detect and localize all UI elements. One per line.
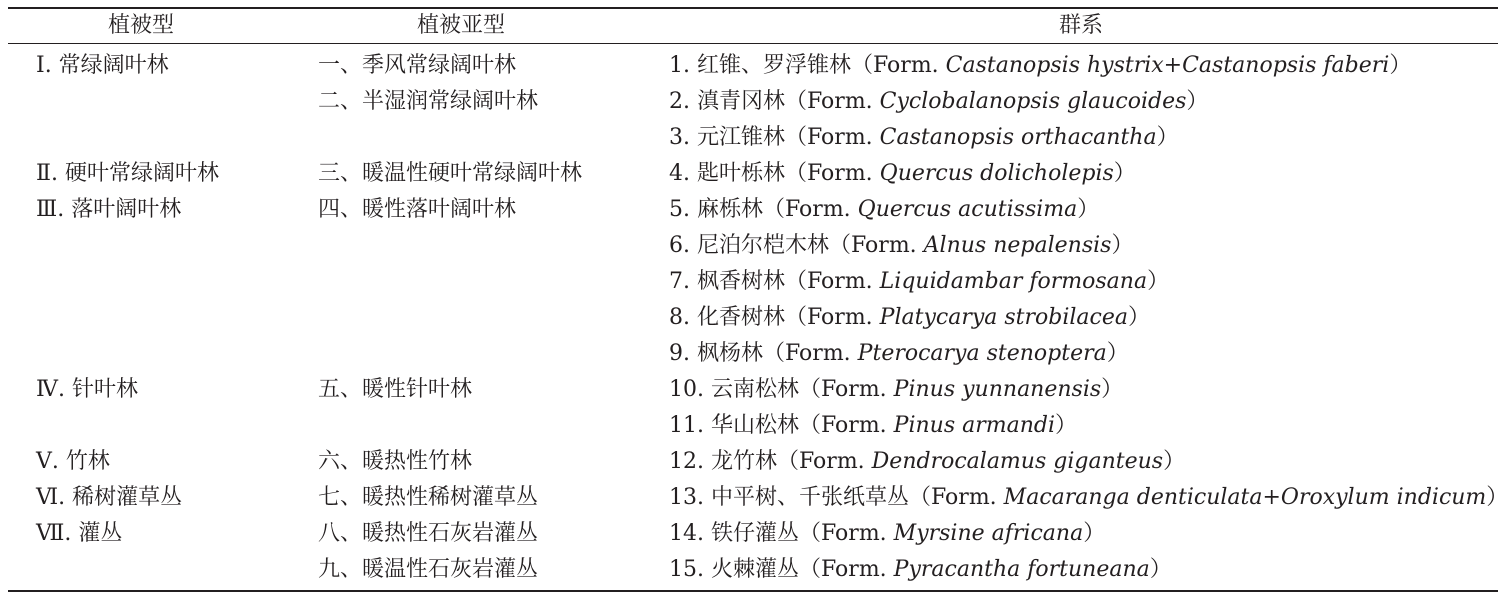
formation-form-prefix: （Form. bbox=[763, 197, 858, 222]
vegetation-subtype-cell: 二、半湿润常绿阔叶林 bbox=[318, 89, 539, 114]
vegetation-type-cell: Ⅱ. 硬叶常绿阔叶林 bbox=[36, 161, 219, 186]
formation-chinese-name: 红锥、罗浮锥林 bbox=[696, 53, 851, 78]
formation-form-prefix: （Form. bbox=[785, 125, 880, 150]
vegetation-type-cell: Ⅶ. 灌丛 bbox=[36, 521, 123, 546]
formation-cell bbox=[669, 228, 1133, 264]
header-vegetation-type: 植被型 bbox=[108, 13, 175, 38]
formation-scientific-name: Alnus nepalensis bbox=[923, 233, 1112, 258]
table-row bbox=[8, 516, 1498, 552]
formation-form-prefix: （Form. bbox=[909, 485, 1004, 510]
formation-chinese-name: 滇青冈林 bbox=[696, 89, 785, 114]
formation-scientific-name: Macaranga denticulata+Oroxylum indicum bbox=[1003, 485, 1487, 510]
table-row bbox=[8, 372, 1498, 408]
formation-form-prefix: （Form. bbox=[829, 233, 924, 258]
formation-form-suffix: ） bbox=[1077, 197, 1100, 222]
table-body bbox=[8, 44, 1508, 590]
formation-scientific-name: Cyclobalanopsis glaucoides bbox=[879, 89, 1187, 114]
formation-scientific-name: Pyracantha fortuneana bbox=[893, 557, 1150, 582]
formation-form-prefix: （Form. bbox=[763, 341, 858, 366]
formation-chinese-name: 麻栎林 bbox=[696, 197, 763, 222]
formation-number: 10. bbox=[669, 377, 711, 402]
formation-scientific-name: Quercus acutissima bbox=[857, 197, 1078, 222]
vegetation-type-cell: Ⅰ. 常绿阔叶林 bbox=[36, 53, 169, 78]
formation-form-suffix: ） bbox=[1186, 89, 1209, 114]
formation-chinese-name: 龙竹林 bbox=[710, 449, 777, 474]
formation-form-suffix: ） bbox=[1163, 449, 1186, 474]
formation-scientific-name: Myrsine africana bbox=[893, 521, 1084, 546]
formation-form-suffix: ） bbox=[1149, 557, 1172, 582]
formation-scientific-name: Pinus yunnanensis bbox=[893, 377, 1102, 402]
formation-cell bbox=[669, 156, 1136, 192]
formation-number: 3. bbox=[669, 125, 697, 150]
formation-number: 13. bbox=[669, 485, 711, 510]
formation-number: 9. bbox=[669, 341, 697, 366]
formation-form-prefix: （Form. bbox=[785, 89, 880, 114]
formation-cell bbox=[669, 444, 1185, 480]
vegetation-subtype-cell: 四、暖性落叶阔叶林 bbox=[318, 197, 517, 222]
formation-form-prefix: （Form. bbox=[799, 557, 894, 582]
formation-form-prefix: （Form. bbox=[799, 413, 894, 438]
formation-form-suffix: ） bbox=[1113, 161, 1136, 186]
table-row bbox=[8, 444, 1498, 480]
formation-cell bbox=[669, 264, 1169, 300]
formation-number: 14. bbox=[669, 521, 711, 546]
formation-scientific-name: Pinus armandi bbox=[893, 413, 1056, 438]
formation-cell bbox=[669, 300, 1150, 336]
formation-form-prefix: （Form. bbox=[785, 269, 880, 294]
formation-chinese-name: 中平树、千张纸草丛 bbox=[710, 485, 909, 510]
header-vegetation-subtype: 植被亚型 bbox=[417, 13, 506, 38]
formation-form-suffix: ） bbox=[1389, 53, 1412, 78]
formation-number: 1. bbox=[669, 53, 697, 78]
formation-chinese-name: 火棘灌丛 bbox=[710, 557, 799, 582]
formation-chinese-name: 华山松林 bbox=[710, 413, 799, 438]
formation-scientific-name: Dendrocalamus giganteus bbox=[871, 449, 1164, 474]
formation-form-prefix: （Form. bbox=[851, 53, 946, 78]
vegetation-subtype-cell: 九、暖温性石灰岩灌丛 bbox=[318, 557, 539, 582]
formation-number: 7. bbox=[669, 269, 697, 294]
formation-scientific-name: Platycarya strobilacea bbox=[879, 305, 1129, 330]
vegetation-classification-table bbox=[8, 7, 1508, 592]
formation-form-suffix: ） bbox=[1156, 125, 1179, 150]
table-row bbox=[8, 156, 1498, 192]
table-row bbox=[8, 120, 1498, 156]
vegetation-type-cell: Ⅴ. 竹林 bbox=[36, 449, 110, 474]
formation-cell bbox=[669, 408, 1077, 444]
formation-cell bbox=[669, 552, 1172, 588]
vegetation-subtype-cell: 六、暖热性竹林 bbox=[318, 449, 473, 474]
vegetation-type-cell: Ⅵ. 稀树灌草丛 bbox=[36, 485, 183, 510]
formation-cell bbox=[669, 372, 1123, 408]
formation-chinese-name: 元江锥林 bbox=[696, 125, 785, 150]
formation-form-suffix: ） bbox=[1128, 305, 1151, 330]
formation-cell bbox=[669, 480, 1508, 516]
formation-form-suffix: ） bbox=[1101, 377, 1124, 402]
table-row bbox=[8, 480, 1508, 516]
formation-scientific-name: Quercus dolicholepis bbox=[879, 161, 1114, 186]
formation-cell bbox=[669, 336, 1129, 372]
formation-cell bbox=[669, 84, 1208, 120]
table-row bbox=[8, 300, 1498, 336]
formation-cell bbox=[669, 120, 1179, 156]
formation-cell bbox=[669, 48, 1411, 84]
table-row bbox=[8, 408, 1498, 444]
vegetation-subtype-cell: 七、暖热性稀树灌草丛 bbox=[318, 485, 539, 510]
table-header-row bbox=[8, 9, 1498, 43]
formation-form-prefix: （Form. bbox=[777, 449, 872, 474]
formation-chinese-name: 云南松林 bbox=[710, 377, 799, 402]
formation-number: 11. bbox=[669, 413, 711, 438]
table-row bbox=[8, 336, 1498, 372]
formation-chinese-name: 枫香树林 bbox=[696, 269, 785, 294]
header-formation: 群系 bbox=[1059, 13, 1104, 38]
formation-form-suffix: ） bbox=[1147, 269, 1170, 294]
formation-scientific-name: Castanopsis orthacantha bbox=[879, 125, 1157, 150]
vegetation-subtype-cell: 五、暖性针叶林 bbox=[318, 377, 473, 402]
vegetation-type-cell: Ⅲ. 落叶阔叶林 bbox=[36, 197, 182, 222]
formation-chinese-name: 匙叶栎林 bbox=[696, 161, 785, 186]
formation-number: 12. bbox=[669, 449, 711, 474]
formation-cell bbox=[669, 516, 1105, 552]
formation-form-suffix: ） bbox=[1486, 485, 1508, 510]
table-row bbox=[8, 552, 1498, 588]
formation-number: 6. bbox=[669, 233, 697, 258]
formation-number: 15. bbox=[669, 557, 711, 582]
formation-cell bbox=[669, 192, 1099, 228]
formation-chinese-name: 枫杨林 bbox=[696, 341, 763, 366]
table-row bbox=[8, 48, 1498, 84]
table-row bbox=[8, 228, 1498, 264]
vegetation-subtype-cell: 一、季风常绿阔叶林 bbox=[318, 53, 517, 78]
formation-scientific-name: Castanopsis hystrix+Castanopsis faberi bbox=[945, 53, 1390, 78]
formation-form-prefix: （Form. bbox=[799, 521, 894, 546]
formation-chinese-name: 化香树林 bbox=[696, 305, 785, 330]
table-row bbox=[8, 264, 1498, 300]
formation-chinese-name: 尼泊尔桤木林 bbox=[696, 233, 829, 258]
formation-scientific-name: Pterocarya stenoptera bbox=[857, 341, 1107, 366]
formation-number: 5. bbox=[669, 197, 697, 222]
vegetation-type-cell: Ⅳ. 针叶林 bbox=[36, 377, 138, 402]
formation-form-suffix: ） bbox=[1106, 341, 1129, 366]
vegetation-subtype-cell: 八、暖热性石灰岩灌丛 bbox=[318, 521, 539, 546]
formation-form-prefix: （Form. bbox=[785, 161, 880, 186]
table-row bbox=[8, 84, 1498, 120]
formation-chinese-name: 铁仔灌丛 bbox=[710, 521, 799, 546]
vegetation-subtype-cell: 三、暖温性硬叶常绿阔叶林 bbox=[318, 161, 583, 186]
formation-scientific-name: Liquidambar formosana bbox=[879, 269, 1148, 294]
formation-form-suffix: ） bbox=[1083, 521, 1106, 546]
formation-form-prefix: （Form. bbox=[785, 305, 880, 330]
formation-number: 4. bbox=[669, 161, 697, 186]
formation-number: 8. bbox=[669, 305, 697, 330]
formation-form-prefix: （Form. bbox=[799, 377, 894, 402]
table-row bbox=[8, 192, 1498, 228]
formation-form-suffix: ） bbox=[1055, 413, 1078, 438]
formation-number: 2. bbox=[669, 89, 697, 114]
formation-form-suffix: ） bbox=[1111, 233, 1134, 258]
